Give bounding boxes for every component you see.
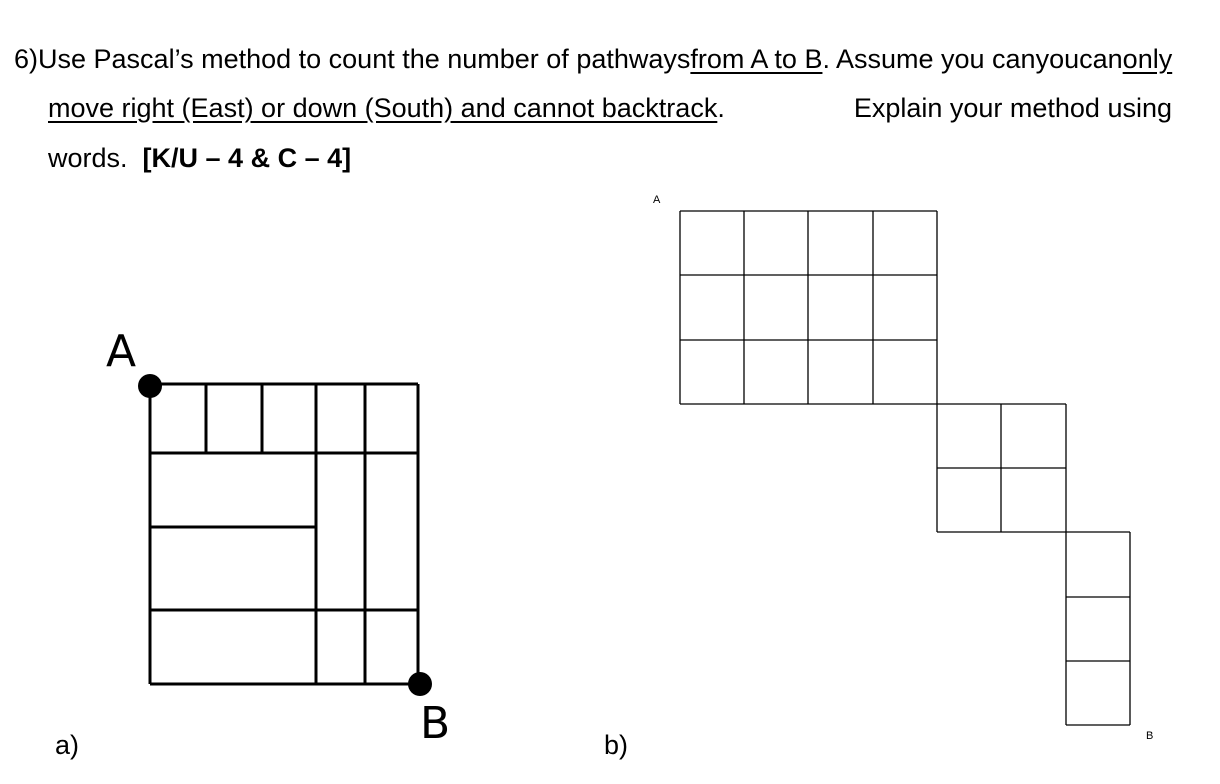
diagram-a-grid <box>150 384 418 684</box>
diagram-a-end-label: B <box>420 698 451 749</box>
question-text-2c: Explain your method using <box>853 93 1172 123</box>
diagram-b-grid <box>680 211 1130 725</box>
diagram-b-start-label: A <box>653 194 661 206</box>
question-text-1a: Use Pascal’s method to count the number of pathways <box>38 44 691 74</box>
question-number: 6) <box>14 44 39 74</box>
marks-label: [K/U – 4 & C – 4] <box>142 143 352 173</box>
question-text-1f: only <box>1122 44 1173 74</box>
diagram-b-end-label: B <box>1146 730 1154 742</box>
start-point-a <box>138 374 162 398</box>
question-text-2: move right (East) or down (South) and cannot backtrack. <box>48 93 725 123</box>
question-text-1d: you <box>1035 44 1080 74</box>
question-text-1b: from A to B <box>690 44 823 74</box>
question-text-1e: can <box>1079 44 1123 74</box>
part-b-label: b) <box>604 730 629 760</box>
question-text-3a: words. <box>48 143 128 173</box>
question-text-1c: . Assume you can <box>822 44 1036 74</box>
end-point-a <box>408 672 432 696</box>
diagram-a-start-label: A <box>106 326 137 377</box>
part-a-label: a) <box>55 730 80 760</box>
